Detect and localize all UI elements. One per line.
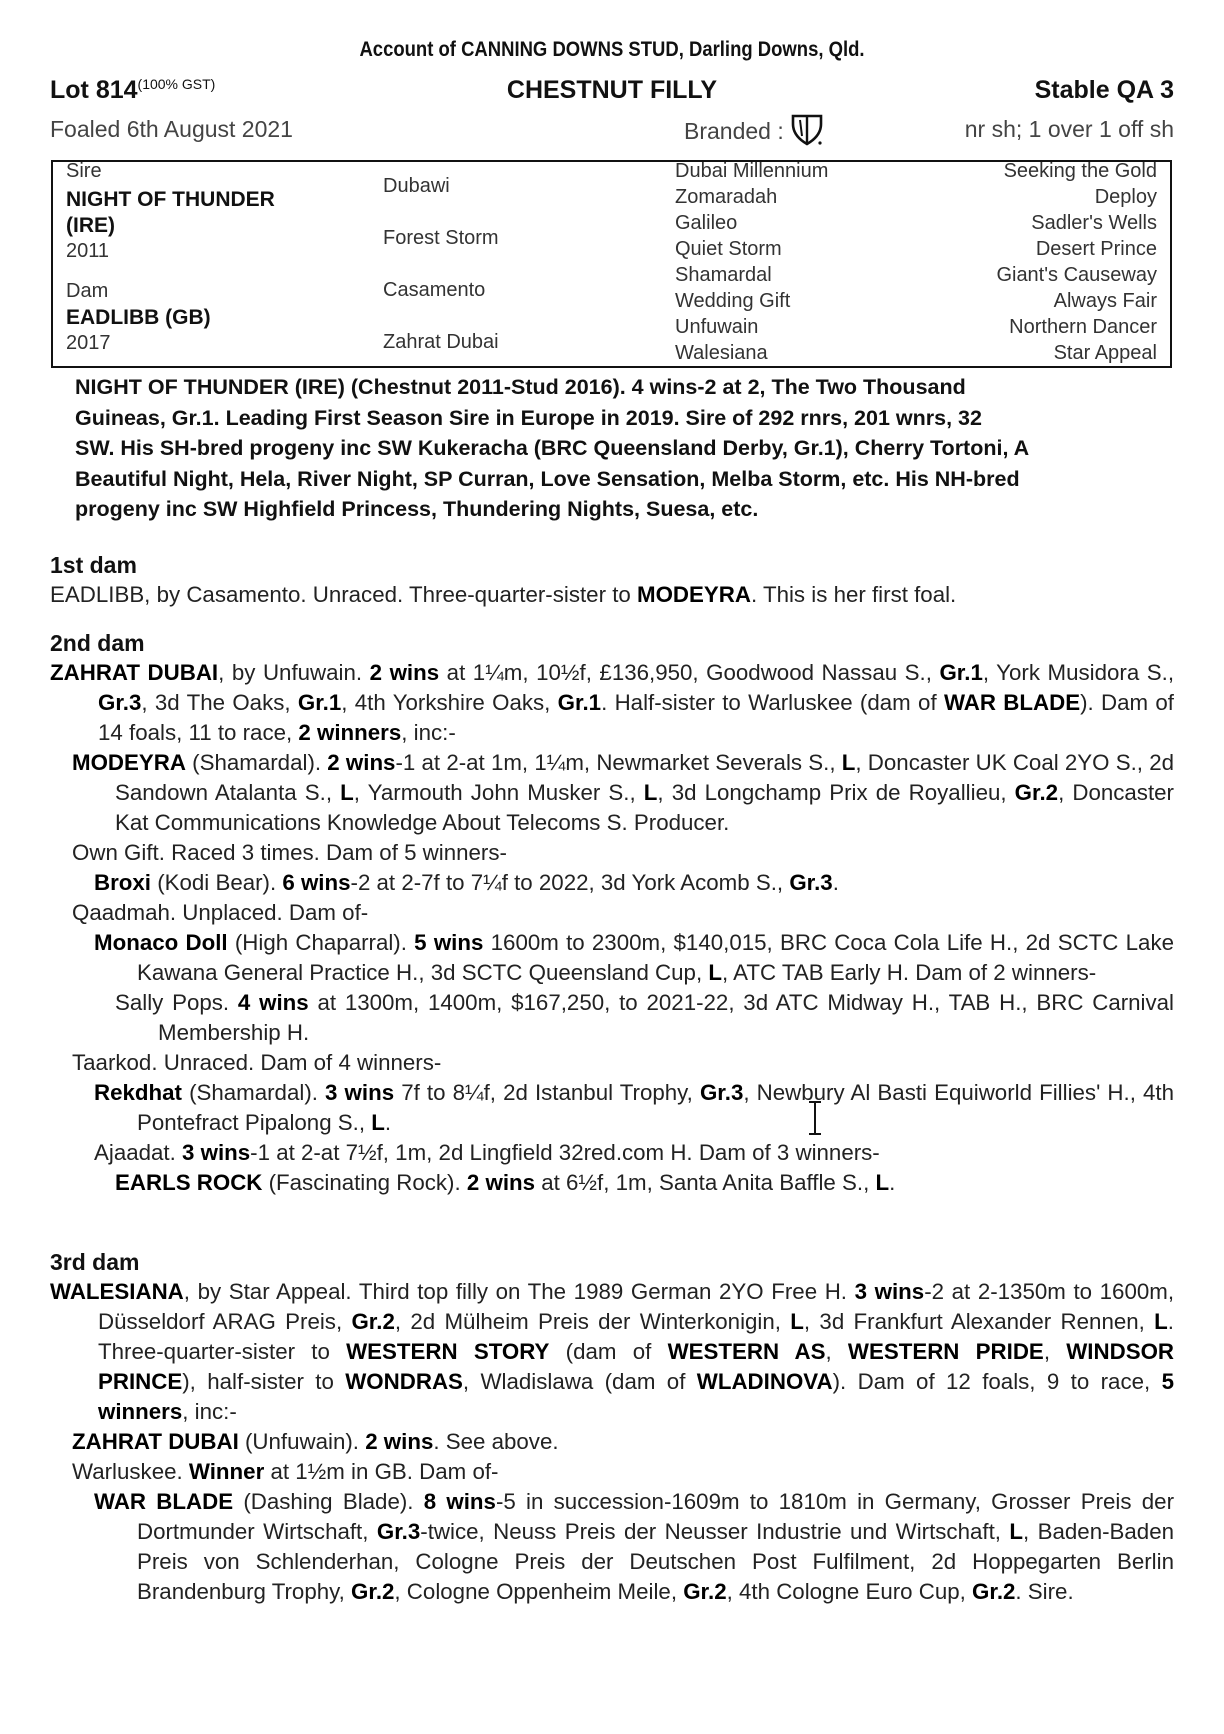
text-run: . Sire. <box>1015 1579 1074 1604</box>
lot-description: CHESTNUT FILLY <box>506 76 718 104</box>
text-run: -1 at 2-at 7½f, 1m, 2d Lingfield 32red.com H. Dam of 3 winners- <box>250 1140 880 1165</box>
third-dam-entry <box>50 1277 1174 1427</box>
text-run: , Cologne Oppenheim Meile, <box>394 1579 684 1604</box>
gen4-3: Sadler's Wells <box>1031 212 1157 234</box>
wins: 2 wins <box>327 750 396 775</box>
lot-header-row <box>50 76 1174 110</box>
produce-entry-warluskee <box>50 1457 1174 1487</box>
gen3-7: Unfuwain <box>675 316 759 338</box>
race-grade: L <box>875 1170 890 1195</box>
sire-name: NIGHT OF THUNDER <box>66 188 275 211</box>
text-run: -2 at 2-7f to 7¼f to 2022, 3d York Acomb S., <box>350 870 790 895</box>
race-grade: Gr.2 <box>351 1579 395 1604</box>
race-grade: Gr.2 <box>683 1579 727 1604</box>
text-run: , Yarmouth John Musker S., <box>353 780 644 805</box>
brand-marks: nr sh; 1 over 1 off sh <box>964 116 1174 142</box>
first-dam-text <box>50 580 1174 610</box>
produce-entry-sally-pops <box>50 988 1174 1048</box>
gen3-8: Walesiana <box>675 342 768 364</box>
text-run: ). Dam of 14 foals, 11 to race, <box>98 690 1175 745</box>
wins: 3 wins <box>182 1140 251 1165</box>
text-run: , Baden-Baden Preis von Schlenderhan, Cologne Preis der Deutschen Post Fulfilment, 2d Hoppegarten Berlin Brandenburg Trophy, <box>137 1519 1175 1604</box>
horse-name: WINDSOR PRINCE <box>98 1339 1175 1394</box>
horse-name: WONDRAS <box>345 1369 463 1394</box>
sire-summary-line: progeny inc SW Highfield Princess, Thundering Nights, Suesa, etc. <box>75 497 759 521</box>
text-run: at 1¼m, 10½f, £136,950, Goodwood Nassau S., <box>439 660 940 685</box>
text-run: . <box>832 870 839 895</box>
text-run: , by Unfuwain. <box>218 660 370 685</box>
race-grade: L <box>841 750 856 775</box>
produce-entry-monaco-doll <box>50 928 1174 988</box>
text-run: at 6½f, 1m, Santa Anita Baffle S., <box>535 1170 876 1195</box>
sire-label: Sire <box>66 160 102 182</box>
produce-entry-zahrat-dubai <box>50 1427 1174 1457</box>
text-run: , inc:- <box>182 1399 237 1424</box>
sire-dam: Forest Storm <box>383 227 499 249</box>
text-run: at 1½m in GB. Dam of- <box>264 1459 499 1484</box>
wins: 3 wins <box>325 1080 395 1105</box>
wins: 2 wins <box>365 1429 434 1454</box>
gen4-7: Northern Dancer <box>1009 316 1157 338</box>
text-run: . See above. <box>433 1429 559 1454</box>
horse-name: Broxi <box>94 870 151 895</box>
second-dam-entry <box>50 658 1174 748</box>
text-run: ), half-sister to <box>182 1369 346 1394</box>
third-dam-section <box>50 1247 1174 1607</box>
text-run: . Half-sister to Warluskee (dam of <box>601 690 944 715</box>
produce-entry-ajaadat <box>50 1138 1174 1168</box>
text-run: (High Chaparral). <box>227 930 415 955</box>
text-run: ). Dam of 12 foals, 9 to race, <box>832 1369 1162 1394</box>
text-run: 7f to 8¼f, 2d Istanbul Trophy, <box>394 1080 700 1105</box>
race-grade: Gr.3 <box>789 870 833 895</box>
text-run: , <box>825 1339 848 1364</box>
text-run: , Wladislawa (dam of <box>462 1369 697 1394</box>
gen4-4: Desert Prince <box>1035 238 1157 260</box>
first-dam-section <box>50 550 1174 610</box>
race-grade: L <box>340 780 354 805</box>
race-grade: Gr.1 <box>297 690 342 715</box>
sire-summary-line: Guineas, Gr.1. Leading First Season Sire in Europe in 2019. Sire of 292 rnrs, 201 wnrs, 32 <box>75 405 982 430</box>
sire-summary <box>75 372 1175 525</box>
race-grade: Gr.3 <box>699 1080 744 1105</box>
text-run: -5 in succession-1609m to 1810m in Germany, Grosser Preis der Dortmunder Wirtschaft, <box>137 1489 1174 1544</box>
horse-name: WESTERN AS <box>667 1339 826 1364</box>
gen3-6: Wedding Gift <box>675 290 791 312</box>
sire-summary-line: Beautiful Night, Hela, River Night, SP Curran, Love Sensation, Melba Storm, etc. His NH-bred <box>75 466 1020 491</box>
race-grade: Gr.1 <box>557 690 602 715</box>
text-cursor-icon <box>806 1100 824 1136</box>
horse-name: Monaco Doll <box>94 930 228 955</box>
wins: 3 wins <box>854 1279 925 1304</box>
text-run: -2 at 2-1350m to 1600m, Düsseldorf ARAG Preis, <box>98 1279 1175 1334</box>
wins: 4 wins <box>237 990 309 1015</box>
gen3-4: Quiet Storm <box>675 238 782 260</box>
text-run: EADLIBB, by Casamento. Unraced. Three-quarter-sister to <box>50 582 637 607</box>
text-run: , 2d Mülheim Preis der Winterkonigin, <box>394 1309 791 1334</box>
text-run: , 3d The Oaks, <box>141 690 298 715</box>
race-grade: L <box>708 960 722 985</box>
gen3-3: Galileo <box>675 212 738 234</box>
race-grade: L <box>643 780 658 805</box>
gen4-8: Star Appeal <box>1053 342 1157 364</box>
race-grade: Gr.2 <box>972 1579 1016 1604</box>
text-run: Ajaadat. <box>94 1140 183 1165</box>
brand-shield-icon <box>790 112 824 146</box>
text-run: . <box>384 1110 392 1135</box>
text-run: (dam of <box>549 1339 668 1364</box>
gen4-6: Always Fair <box>1053 290 1157 312</box>
text-run: , 4th Yorkshire Oaks, <box>341 690 558 715</box>
winners: 2 winners <box>298 720 402 745</box>
horse-name: EARLS ROCK <box>115 1170 263 1195</box>
text-run: -twice, Neuss Preis der Neusser Industrie und Wirtschaft, <box>420 1519 1010 1544</box>
race-grade: Gr.2 <box>1014 780 1059 805</box>
horse-name: WAR BLADE <box>943 690 1081 715</box>
horse-name: ZAHRAT DUBAI <box>50 660 219 685</box>
text-run: (Shamardal). <box>181 1080 326 1105</box>
text-run: (Fascinating Rock). <box>262 1170 467 1195</box>
text-run: Sally Pops. <box>115 990 238 1015</box>
branded-label: Branded : <box>684 118 784 145</box>
sire-year: 2011 <box>66 240 110 262</box>
sire-summary-line: NIGHT OF THUNDER (IRE) (Chestnut 2011-Stud 2016). 4 wins-2 at 2, The Two Thousand <box>75 375 966 399</box>
text-run: , ATC TAB Early H. Dam of 2 winners- <box>721 960 1097 985</box>
text-run: , Doncaster Kat Communications Knowledge About Telecoms S. Producer. <box>115 780 1174 835</box>
text-run: (Dashing Blade). <box>233 1489 424 1514</box>
produce-entry-modeyra <box>50 748 1174 838</box>
third-dam-heading: 3rd dam <box>50 1249 140 1275</box>
text-run: , by Star Appeal. Third top filly on The 1989 German 2YO Free H. <box>183 1279 855 1304</box>
foaled-date: Foaled 6th August 2021 <box>50 116 293 142</box>
horse-name: MODEYRA <box>637 582 751 607</box>
stable-number: Stable QA 3 <box>1034 76 1174 104</box>
gen3-1: Dubai Millennium <box>675 160 829 182</box>
dam-dam: Zahrat Dubai <box>383 331 499 353</box>
race-grade: Gr.3 <box>376 1519 421 1544</box>
text-run: 1600m to 2300m, $140,015, BRC Coca Cola Life H., 2d SCTC Lake Kawana General Practice H., 3d SCTC Queensland Cup, <box>137 930 1174 985</box>
text-run: . <box>889 1170 896 1195</box>
text-run: , Newbury Al Basti Equiworld Fillies' H., 4th Pontefract Pipalong S., <box>137 1080 1175 1135</box>
wins: 6 wins <box>282 870 351 895</box>
produce-entry-qaadmah: Qaadmah. Unplaced. Dam of- <box>72 900 369 925</box>
dam-label: Dam <box>66 280 109 302</box>
horse-name: MODEYRA <box>72 750 186 775</box>
produce-entry-rekdhat <box>50 1078 1174 1138</box>
horse-name: Rekdhat <box>94 1080 182 1105</box>
wins: 2 wins <box>369 660 440 685</box>
dam-sire: Casamento <box>383 279 486 301</box>
second-dam-section <box>50 628 1174 1198</box>
dam-year: 2017 <box>66 332 111 354</box>
produce-entry-broxi <box>50 868 1174 898</box>
dam-name: EADLIBB (GB) <box>66 306 211 329</box>
race-grade: L <box>1009 1519 1024 1544</box>
race-grade: Gr.3 <box>98 690 142 715</box>
text-run: , 3d Frankfurt Alexander Rennen, <box>803 1309 1155 1334</box>
horse-name: WESTERN PRIDE <box>847 1339 1044 1364</box>
sire-summary-line: SW. His SH-bred progeny inc SW Kukeracha (BRC Queensland Derby, Gr.1), Cherry Tortoni, A <box>75 436 1030 460</box>
wins: 2 wins <box>466 1170 536 1195</box>
vendor-account: Account of CANNING DOWNS STUD, Darling Downs, Qld. <box>359 38 865 61</box>
produce-entry-taarkod: Taarkod. Unraced. Dam of 4 winners- <box>72 1050 442 1075</box>
horse-name: ZAHRAT DUBAI <box>72 1429 239 1454</box>
horse-name: WESTERN STORY <box>346 1339 550 1364</box>
produce-entry-own-gift: Own Gift. Raced 3 times. Dam of 5 winners- <box>72 840 507 865</box>
gst-note: (100% GST) <box>137 76 216 92</box>
text-run: . This is her first foal. <box>750 582 957 607</box>
text-run: at 1300m, 1400m, $167,250, to 2021-22, 3d ATC Midway H., TAB H., BRC Carnival Membership H. <box>158 990 1175 1045</box>
second-dam-heading: 2nd dam <box>50 630 145 656</box>
race-grade: L <box>790 1309 804 1334</box>
text-run: , 3d Longchamp Prix de Royallieu, <box>657 780 1015 805</box>
produce-entry-earls-rock <box>50 1168 1174 1198</box>
race-grade: L <box>371 1110 385 1135</box>
branded <box>684 116 824 150</box>
gen4-1: Seeking the Gold <box>1003 160 1157 182</box>
sire-sire: Dubawi <box>383 175 450 197</box>
horse-name: WLADINOVA <box>696 1369 833 1394</box>
text-run: (Unfuwain). <box>238 1429 366 1454</box>
wins: 8 wins <box>423 1489 496 1514</box>
first-dam-heading: 1st dam <box>50 552 137 578</box>
text-run: , York Musidora S., <box>982 660 1175 685</box>
race-grade: Gr.1 <box>939 660 983 685</box>
foaling-row <box>50 116 1174 148</box>
lot-label: Lot 814 <box>50 76 138 104</box>
produce-entry-war-blade <box>50 1487 1174 1607</box>
race-grade: Gr.2 <box>351 1309 395 1334</box>
text-run: Warluskee. <box>72 1459 189 1484</box>
text-run: (Shamardal). <box>185 750 328 775</box>
text-run: . Three-quarter-sister to <box>98 1309 1174 1364</box>
horse-name: WAR BLADE <box>94 1489 234 1514</box>
race-grade: L <box>1154 1309 1168 1334</box>
pedigree-table <box>51 160 1172 368</box>
text-run: , <box>1043 1339 1067 1364</box>
winners: 5 winners <box>98 1369 1174 1424</box>
gen3-5: Shamardal <box>675 264 772 286</box>
gen3-2: Zomaradah <box>675 186 778 208</box>
gen4-2: Deploy <box>1094 186 1157 208</box>
horse-name: WALESIANA <box>50 1279 184 1304</box>
text-run: , Doncaster UK Coal 2YO S., 2d Sandown Atalanta S., <box>115 750 1175 805</box>
text-run: , inc:- <box>401 720 456 745</box>
text-run: -1 at 2-at 1m, 1¼m, Newmarket Severals S., <box>395 750 842 775</box>
text-run: (Kodi Bear). <box>151 870 283 895</box>
sire-name-country: (IRE) <box>66 214 115 237</box>
wins: 5 wins <box>414 930 484 955</box>
gen4-5: Giant's Causeway <box>996 264 1157 286</box>
text-run: , 4th Cologne Euro Cup, <box>726 1579 973 1604</box>
wins: Winner <box>188 1459 265 1484</box>
